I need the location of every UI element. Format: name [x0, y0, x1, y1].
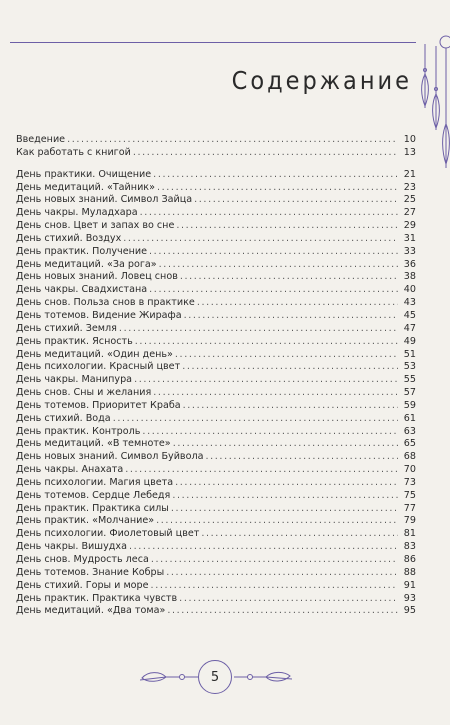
toc-entry-title: День практик. Контроль: [16, 425, 141, 437]
toc-entry[interactable]: [16, 400, 416, 413]
toc-entry-title: День чакры. Свадхистана: [16, 284, 148, 296]
toc-entry-page: 38: [403, 271, 416, 283]
toc-entry-page: 57: [403, 387, 416, 399]
toc-entry-title: День новых знаний. Ловец снов: [16, 271, 178, 283]
toc-entry[interactable]: [16, 271, 416, 284]
dot-leader: [153, 387, 398, 400]
toc-entry-title: День практик. Ясность: [16, 335, 133, 347]
dot-leader: [171, 503, 398, 516]
toc-entry[interactable]: [16, 259, 416, 272]
toc-entry-title: День тотемов. Сердце Лебедя: [16, 489, 171, 501]
toc-entry[interactable]: [16, 182, 416, 195]
toc-entry-title: День тотемов. Приоритет Краба: [16, 399, 181, 411]
toc-entry[interactable]: [16, 541, 416, 554]
toc-entry-page: 73: [403, 476, 416, 488]
toc-entry[interactable]: [16, 297, 416, 310]
toc-entry-title: День тотемов. Видение Жирафа: [16, 309, 182, 321]
toc-entry-page: 36: [403, 258, 416, 270]
toc-entry-page: 31: [403, 232, 416, 244]
dot-leader: [184, 310, 398, 323]
dot-leader: [133, 147, 398, 160]
toc-entry-title: День чакры. Манипура: [16, 374, 133, 386]
toc-entry-page: 86: [403, 554, 416, 565]
toc-entry-page: 59: [403, 399, 416, 411]
dot-leader: [151, 580, 398, 593]
toc-entry-title: День стихий. Горы и море: [16, 579, 149, 591]
toc-entry-title: День медитаций. «Тайник»: [16, 181, 155, 193]
dot-leader: [175, 477, 398, 490]
toc-entry-title: День медитаций. «За рога»: [16, 258, 157, 270]
toc-entry[interactable]: [16, 246, 416, 259]
page-title: Содержание: [231, 66, 412, 95]
toc-entry[interactable]: [16, 349, 416, 362]
toc-entry-page: 75: [403, 489, 416, 501]
toc-entry-title: День психологии. Красный цвет: [16, 361, 181, 373]
toc-entry[interactable]: [16, 438, 416, 451]
dot-leader: [166, 567, 398, 580]
toc-entry[interactable]: [16, 515, 416, 528]
toc-entry[interactable]: [16, 169, 416, 182]
toc-entry[interactable]: [16, 310, 416, 323]
toc-entry-page: 83: [403, 541, 416, 553]
toc-entry-page: 43: [403, 297, 416, 309]
toc-entry-page: 40: [403, 284, 416, 296]
dot-leader: [175, 349, 398, 362]
dot-leader: [153, 169, 398, 182]
toc-entry[interactable]: [16, 284, 416, 297]
dot-leader: [119, 323, 398, 336]
section-gap: [16, 160, 416, 169]
toc-entry[interactable]: [16, 374, 416, 387]
toc-entry-title: День психологии. Фиолетовый цвет: [16, 528, 200, 540]
toc-entry[interactable]: [16, 464, 416, 477]
dot-leader: [123, 233, 398, 246]
toc-entry-title: День стихий. Земля: [16, 322, 117, 334]
toc-entry-page: 45: [403, 309, 416, 321]
toc-entry-title: День тотемов. Знание Кобры: [16, 566, 165, 578]
left-feather-ornament-icon: [140, 666, 200, 688]
toc-entry-title: День снов. Мудрость леса: [16, 554, 149, 565]
toc-entry-page: 53: [403, 361, 416, 373]
toc-entry-page: 70: [403, 464, 416, 476]
toc-entry-title: День практик. Практика чувств: [16, 592, 178, 604]
dot-leader: [201, 528, 398, 541]
dot-leader: [134, 374, 398, 387]
toc-entry-title: День снов. Польза снов в практике: [16, 297, 195, 309]
toc-entry-title: День психологии. Магия цвета: [16, 476, 174, 488]
toc-entry-page: 61: [403, 412, 416, 424]
dot-leader: [167, 605, 398, 618]
toc-entry-page: 47: [403, 322, 416, 334]
toc-entry-page: 33: [403, 245, 416, 257]
dot-leader: [157, 182, 398, 195]
toc-entry[interactable]: [16, 413, 416, 426]
toc-entry[interactable]: [16, 233, 416, 246]
toc-entry-page: 91: [403, 579, 416, 591]
toc-entry-page: 55: [403, 374, 416, 386]
toc-entry[interactable]: [16, 323, 416, 336]
dot-leader: [67, 134, 398, 147]
dot-leader: [194, 194, 398, 207]
toc-entry-title: День практик. Получение: [16, 245, 148, 257]
toc-entry-page: 88: [403, 566, 416, 578]
dot-leader: [197, 297, 398, 310]
toc-entry-page: 51: [403, 348, 416, 360]
toc-entry[interactable]: [16, 207, 416, 220]
toc-entry-title: Введение: [16, 134, 66, 145]
toc-entry-title: День практик. Практика силы: [16, 502, 169, 514]
toc-entry[interactable]: [16, 503, 416, 516]
toc-entry[interactable]: [16, 134, 416, 147]
toc-entry-title: День чакры. Муладхара: [16, 207, 138, 219]
toc-entry-title: День практики. Очищение: [16, 168, 152, 180]
toc-entry-page: 65: [403, 438, 416, 450]
dot-leader: [151, 554, 398, 567]
toc-entry[interactable]: [16, 426, 416, 439]
dot-leader: [149, 284, 398, 297]
toc-entry-title: День новых знаний. Символ Буйвола: [16, 451, 204, 463]
dot-leader: [159, 259, 398, 272]
toc-entry[interactable]: [16, 194, 416, 207]
toc-entry-page: 10: [403, 134, 416, 145]
toc-entry-title: Как работать с книгой: [16, 146, 131, 158]
dot-leader: [125, 464, 398, 477]
toc-entry[interactable]: [16, 580, 416, 593]
toc-entry-title: День чакры. Анахата: [16, 464, 124, 476]
toc-entry[interactable]: [16, 605, 416, 618]
toc-entry-title: День стихий. Воздух: [16, 232, 122, 244]
toc-entry-title: День новых знаний. Символ Зайца: [16, 194, 193, 206]
dot-leader: [156, 515, 398, 528]
dot-leader: [173, 438, 398, 451]
dot-leader: [180, 271, 398, 284]
dot-leader: [183, 400, 398, 413]
toc-entry-page: 95: [403, 605, 416, 617]
dot-leader: [205, 451, 398, 464]
toc-entry[interactable]: [16, 361, 416, 374]
dreamcatcher-feathers-decoration: [420, 34, 450, 184]
toc-entry[interactable]: [16, 554, 416, 567]
toc-entry-page: 63: [403, 425, 416, 437]
dot-leader: [142, 426, 398, 439]
dot-leader: [179, 593, 398, 606]
toc-entry-page: 29: [403, 220, 416, 232]
toc-entry-page: 79: [403, 515, 416, 527]
toc-entry-title: День снов. Цвет и запах во сне: [16, 220, 175, 232]
table-of-contents: [16, 134, 416, 618]
dot-leader: [135, 336, 398, 349]
page-footer: [0, 660, 450, 700]
toc-entry-page: 93: [403, 592, 416, 604]
toc-entry-title: День медитаций. «Два тома»: [16, 605, 166, 617]
toc-entry-title: День медитаций. «Один день»: [16, 348, 173, 360]
toc-entry-page: 23: [403, 181, 416, 193]
dot-leader: [182, 361, 398, 374]
dot-leader: [129, 541, 398, 554]
toc-entry-page: 49: [403, 335, 416, 347]
toc-entry[interactable]: [16, 220, 416, 233]
header-rule: [10, 42, 416, 43]
dot-leader: [172, 490, 398, 503]
toc-entry[interactable]: [16, 593, 416, 606]
toc-entry-page: 13: [403, 146, 416, 158]
toc-entry-page: 27: [403, 207, 416, 219]
right-feather-ornament-icon: [232, 666, 292, 688]
toc-entry[interactable]: [16, 567, 416, 580]
toc-entry-page: 68: [403, 451, 416, 463]
toc-entry-title: День снов. Сны и желания: [16, 387, 152, 399]
toc-entry-page: 77: [403, 502, 416, 514]
toc-entry[interactable]: [16, 147, 416, 160]
toc-entry-title: День стихий. Вода: [16, 412, 111, 424]
toc-entry-title: День практик. «Молчание»: [16, 515, 155, 527]
toc-entry-page: 25: [403, 194, 416, 206]
dot-leader: [140, 207, 398, 220]
toc-entry[interactable]: [16, 387, 416, 400]
toc-entry[interactable]: [16, 477, 416, 490]
toc-entry[interactable]: [16, 451, 416, 464]
toc-entry-page: 21: [403, 168, 416, 180]
toc-entry[interactable]: [16, 528, 416, 541]
page-number: 5: [198, 660, 232, 694]
toc-entry[interactable]: [16, 490, 416, 503]
toc-entry[interactable]: [16, 336, 416, 349]
toc-entry-title: День медитаций. «В темноте»: [16, 438, 171, 450]
dot-leader: [113, 413, 398, 426]
toc-entry-title: День чакры. Вишудха: [16, 541, 127, 553]
toc-entry-page: 81: [403, 528, 416, 540]
dot-leader: [149, 246, 398, 259]
dot-leader: [176, 220, 398, 233]
